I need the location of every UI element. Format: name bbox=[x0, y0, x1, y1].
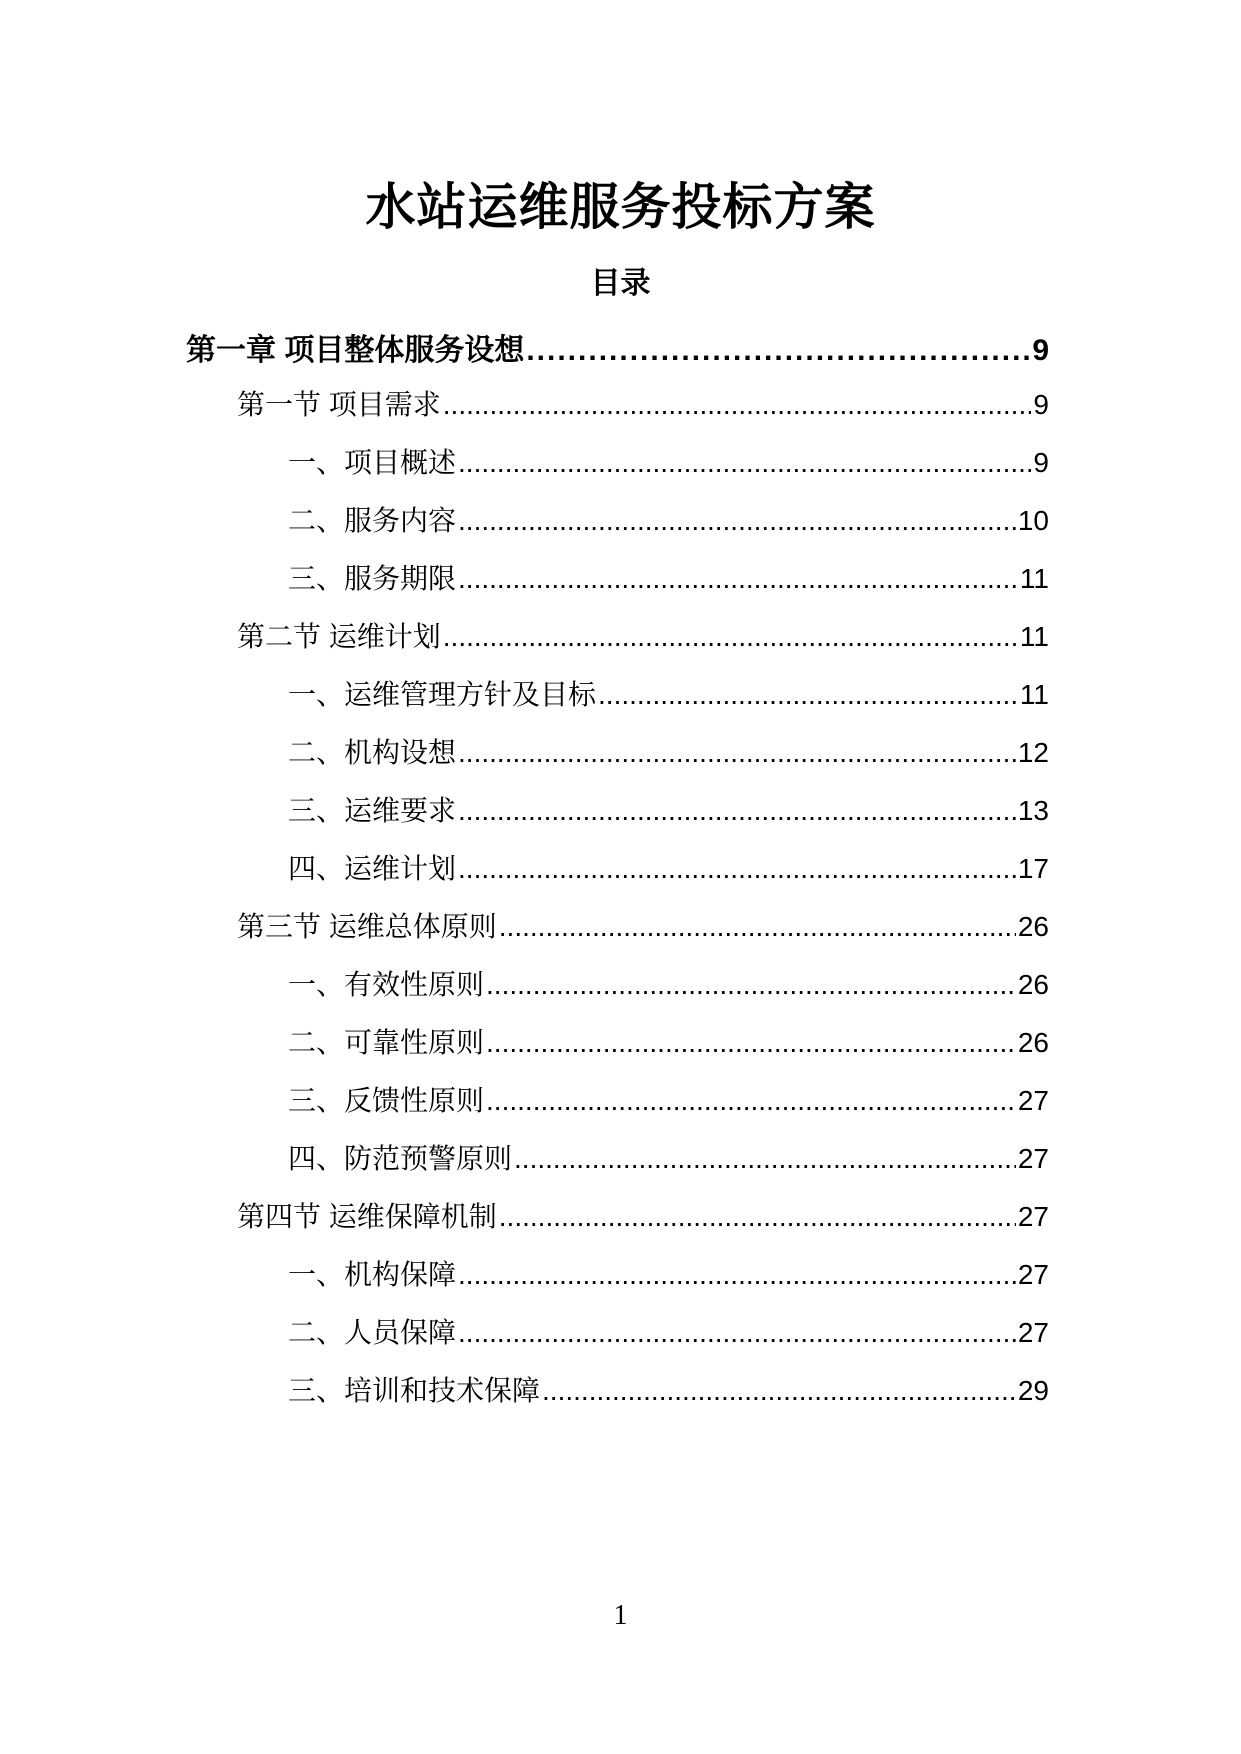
toc-entry-label: 第四节 运维保障机制 bbox=[237, 1201, 497, 1232]
toc-entry-subsection[interactable] bbox=[288, 1021, 1049, 1067]
toc-entry-subsection[interactable] bbox=[288, 1079, 1049, 1125]
toc-leader-dots bbox=[458, 853, 1016, 885]
toc-entry-label: 三、反馈性原则 bbox=[288, 1085, 485, 1116]
toc-entry-subsection[interactable] bbox=[288, 789, 1049, 835]
toc-entry-label: 三、服务期限 bbox=[288, 563, 457, 594]
toc-entry-page: 27 bbox=[1017, 1201, 1049, 1232]
toc-entry-subsection[interactable] bbox=[288, 731, 1049, 777]
toc-entry-chapter[interactable] bbox=[186, 325, 1049, 371]
toc-leader-dots bbox=[598, 679, 1018, 711]
toc-entry-page: 11 bbox=[1019, 621, 1049, 652]
toc-entry-subsection[interactable] bbox=[288, 847, 1049, 893]
toc-entry-page: 26 bbox=[1017, 1027, 1049, 1058]
toc-leader-dots bbox=[542, 1375, 1016, 1407]
toc-entry-page: 9 bbox=[1032, 334, 1049, 367]
toc-leader-dots bbox=[458, 563, 1018, 595]
toc-entry-label: 二、服务内容 bbox=[288, 505, 457, 536]
toc-leader-dots bbox=[526, 334, 1030, 368]
toc-entry-subsection[interactable] bbox=[288, 441, 1049, 487]
toc-entry-page: 9 bbox=[1033, 389, 1049, 420]
toc-entry-page: 9 bbox=[1033, 447, 1049, 478]
toc-entry-label: 第一节 项目需求 bbox=[237, 389, 441, 420]
toc-entry-page: 13 bbox=[1017, 795, 1049, 826]
toc-entry-page: 12 bbox=[1017, 737, 1049, 768]
toc-entry-label: 一、有效性原则 bbox=[288, 969, 485, 1000]
toc-entry-page: 27 bbox=[1017, 1317, 1049, 1348]
toc-entry-label: 三、运维要求 bbox=[288, 795, 457, 826]
toc-entry-subsection[interactable] bbox=[288, 963, 1049, 1009]
toc-leader-dots bbox=[486, 1085, 1016, 1117]
toc-entry-label: 一、机构保障 bbox=[288, 1259, 457, 1290]
toc-entry-subsection[interactable] bbox=[288, 499, 1049, 545]
toc-entry-page: 26 bbox=[1017, 969, 1049, 1000]
document-title: 水站运维服务投标方案 bbox=[365, 179, 876, 235]
toc-entry-label: 第三节 运维总体原则 bbox=[237, 911, 497, 942]
toc-heading: 目录 bbox=[590, 267, 651, 300]
toc-entry-section[interactable] bbox=[237, 383, 1049, 429]
toc-leader-dots bbox=[499, 1201, 1016, 1233]
toc-entry-label: 二、可靠性原则 bbox=[288, 1027, 485, 1058]
toc-leader-dots bbox=[458, 737, 1016, 769]
toc-entry-subsection[interactable] bbox=[288, 1137, 1049, 1183]
toc-leader-dots bbox=[486, 969, 1016, 1001]
toc-entry-subsection[interactable] bbox=[288, 1311, 1049, 1357]
toc-entry-section[interactable] bbox=[237, 905, 1049, 951]
toc-leader-dots bbox=[486, 1027, 1016, 1059]
toc-entry-label: 二、机构设想 bbox=[288, 737, 457, 768]
toc-entry-subsection[interactable] bbox=[288, 673, 1049, 719]
toc-entry-page: 10 bbox=[1017, 505, 1049, 536]
toc-entry-label: 四、防范预警原则 bbox=[288, 1143, 513, 1174]
toc-leader-dots bbox=[458, 447, 1031, 479]
toc-leader-dots bbox=[514, 1143, 1016, 1175]
toc-leader-dots bbox=[443, 621, 1018, 653]
toc-leader-dots bbox=[443, 389, 1032, 421]
toc-entry-page: 27 bbox=[1017, 1259, 1049, 1290]
toc-entry-section[interactable] bbox=[237, 615, 1049, 661]
toc-entry-page: 27 bbox=[1017, 1085, 1049, 1116]
toc-entry-label: 二、人员保障 bbox=[288, 1317, 457, 1348]
toc-entry-subsection[interactable] bbox=[288, 557, 1049, 603]
toc-leader-dots bbox=[458, 1259, 1016, 1291]
toc-entry-section[interactable] bbox=[237, 1195, 1049, 1241]
toc-entry-page: 17 bbox=[1017, 853, 1049, 884]
toc-entry-page: 29 bbox=[1017, 1375, 1049, 1406]
toc-leader-dots bbox=[458, 795, 1016, 827]
toc-entry-label: 一、运维管理方针及目标 bbox=[288, 679, 597, 710]
toc-entry-page: 27 bbox=[1017, 1143, 1049, 1174]
toc-entry-subsection[interactable] bbox=[288, 1369, 1049, 1415]
toc-entry-label: 三、培训和技术保障 bbox=[288, 1375, 541, 1406]
toc-leader-dots bbox=[458, 505, 1016, 537]
toc-entry-label: 第二节 运维计划 bbox=[237, 621, 441, 652]
toc-entry-page: 11 bbox=[1019, 679, 1049, 710]
toc-entry-page: 11 bbox=[1019, 563, 1049, 594]
toc-leader-dots bbox=[458, 1317, 1016, 1349]
toc-entry-label: 一、项目概述 bbox=[288, 447, 457, 478]
toc-entry-label: 四、运维计划 bbox=[288, 853, 457, 884]
page-number: 1 bbox=[613, 1600, 628, 1631]
toc-entry-subsection[interactable] bbox=[288, 1253, 1049, 1299]
toc-leader-dots bbox=[499, 911, 1016, 943]
toc-entry-page: 26 bbox=[1017, 911, 1049, 942]
toc-entry-label: 第一章 项目整体服务设想 bbox=[186, 334, 525, 367]
